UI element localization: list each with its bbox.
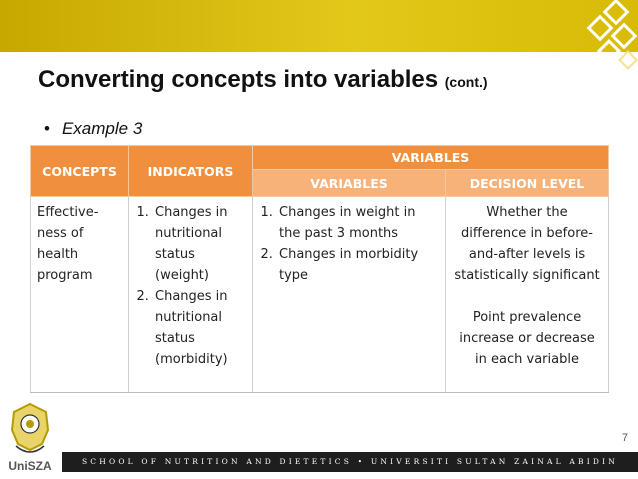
cell-decision-level (446, 197, 609, 393)
table-row (31, 197, 609, 393)
cell-indicators (129, 197, 253, 393)
bullet-dot-icon: • (44, 119, 50, 138)
slide-title (38, 66, 488, 94)
indicator-item: 1. Changes in nutritional status (weight) (153, 202, 246, 286)
header-indicators: INDICATORS (129, 146, 253, 197)
top-banner (0, 0, 638, 52)
variable-item: 2. Changes in morbidity type (277, 244, 439, 286)
header-decision-level: DECISION LEVEL (446, 170, 609, 197)
page-number: 7 (621, 432, 628, 444)
bullet-item (44, 119, 142, 139)
logo-text: UniSZA (8, 459, 52, 473)
slide-title-text: Converting concepts into variables (38, 66, 439, 93)
slide-title-suffix: (cont.) (444, 74, 488, 90)
indicator-item: 2. Changes in nutritional status (morbidity) (153, 286, 246, 370)
decorative-pattern-icon (558, 0, 638, 80)
header-variables: VARIABLES (253, 170, 446, 197)
variables-table (30, 145, 609, 393)
cell-variables (253, 197, 446, 393)
decision-text-1: Whether the difference in before-and-after levels is statistically significant (454, 205, 600, 283)
header-concepts: CONCEPTS (31, 146, 129, 197)
decision-text-2: Point prevalence increase or decrease in each variable (459, 310, 595, 367)
bullet-text: Example 3 (61, 119, 143, 138)
variable-item: 1. Changes in weight in the past 3 months (277, 202, 439, 244)
cell-concept: Effective-ness of health program (31, 197, 129, 393)
footer-banner: SCHOOL OF NUTRITION AND DIETETICS • UNIVERSITI SULTAN ZAINAL ABIDIN (62, 452, 638, 472)
university-logo (4, 400, 56, 476)
header-variables-group: VARIABLES (253, 146, 609, 170)
